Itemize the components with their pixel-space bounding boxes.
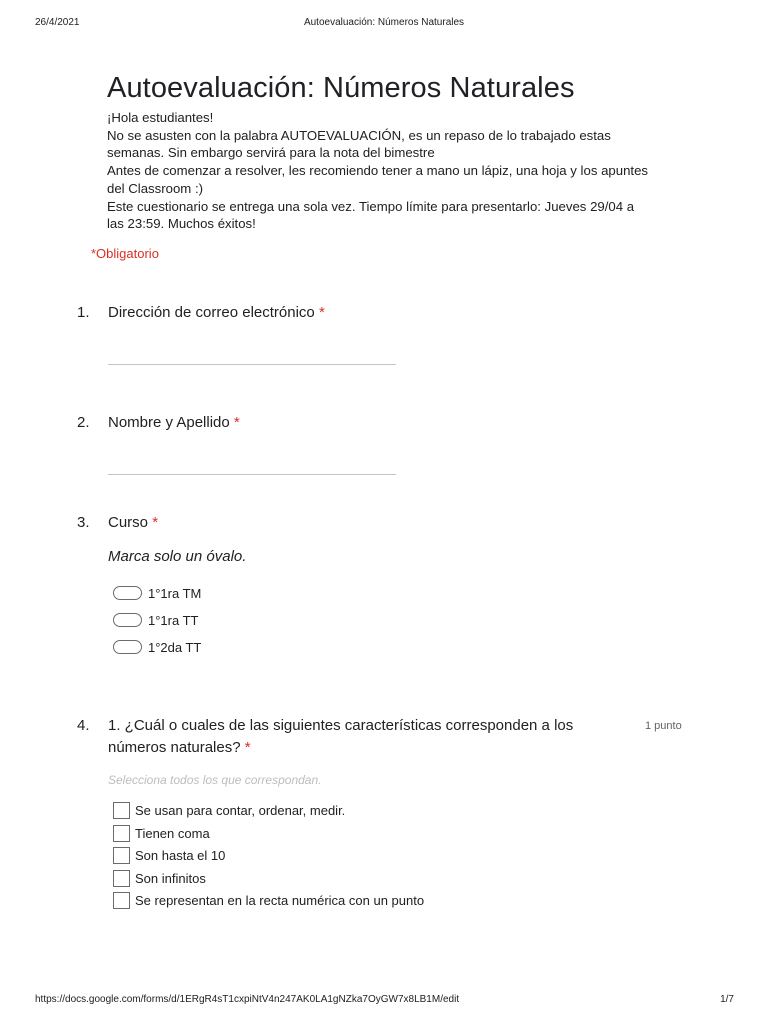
question-characteristics-title bbox=[108, 715, 573, 759]
question-name-title bbox=[108, 412, 240, 434]
question-number: 2. bbox=[77, 414, 90, 431]
checkbox[interactable] bbox=[113, 825, 130, 842]
required-asterisk: * bbox=[152, 514, 159, 531]
form-description bbox=[107, 109, 667, 233]
question-number: 1. bbox=[77, 304, 90, 321]
points-label: 1 punto bbox=[645, 720, 682, 732]
radio-option[interactable] bbox=[113, 584, 201, 602]
question-title-text: Curso bbox=[108, 514, 149, 531]
checkbox-label: Son hasta el 10 bbox=[135, 847, 226, 863]
multi-choice-hint: Selecciona todos los que correspondan. bbox=[108, 773, 322, 787]
description-line: No se asusten con la palabra AUTOEVALUACIÓN, es un repaso de lo trabajado estas bbox=[107, 127, 611, 143]
description-line: semanas. Sin embargo servirá para la nota del bimestre bbox=[107, 145, 435, 161]
print-date: 26/4/2021 bbox=[35, 17, 80, 28]
description-line: las 23:59. Muchos éxitos! bbox=[107, 216, 256, 232]
checkbox-label: Son infinitos bbox=[135, 870, 206, 886]
radio-option-label: 1°2da TT bbox=[148, 639, 202, 655]
description-line: Antes de comenzar a resolver, les recomiendo tener a mano un lápiz, una hoja y los apuntes bbox=[107, 163, 649, 179]
form-title: Autoevaluación: Números Naturales bbox=[107, 72, 575, 104]
radio-option-label: 1°1ra TM bbox=[148, 585, 202, 601]
single-choice-hint: Marca solo un óvalo. bbox=[108, 548, 247, 565]
required-asterisk: * bbox=[318, 304, 325, 321]
question-title-line2 bbox=[108, 737, 573, 759]
radio-option[interactable] bbox=[113, 611, 198, 629]
radio-option[interactable] bbox=[113, 638, 201, 656]
checkbox-option[interactable] bbox=[113, 801, 345, 819]
required-note: *Obligatorio bbox=[91, 246, 159, 261]
radio-oval[interactable] bbox=[113, 640, 142, 654]
radio-oval[interactable] bbox=[113, 613, 142, 627]
checkbox-label: Se representan en la recta numérica con un punto bbox=[135, 892, 425, 908]
checkbox-option[interactable] bbox=[113, 824, 210, 842]
name-field[interactable] bbox=[108, 474, 396, 475]
checkbox-option[interactable] bbox=[113, 869, 206, 887]
checkbox[interactable] bbox=[113, 892, 130, 909]
question-email-title bbox=[108, 302, 325, 324]
description-line: Este cuestionario se entrega una sola vez. Tiempo límite para presentarlo: Jueves 29/04 a bbox=[107, 198, 635, 214]
page-number: 1/7 bbox=[720, 994, 734, 1005]
radio-oval[interactable] bbox=[113, 586, 142, 600]
question-title-text: Dirección de correo electrónico bbox=[108, 304, 315, 321]
description-line: del Classroom :) bbox=[107, 180, 204, 196]
question-course-title bbox=[108, 512, 158, 534]
required-asterisk: * bbox=[244, 739, 251, 756]
checkbox-label: Se usan para contar, ordenar, medir. bbox=[135, 802, 346, 818]
question-title-text: números naturales? bbox=[108, 739, 241, 756]
checkbox[interactable] bbox=[113, 870, 130, 887]
question-number: 3. bbox=[77, 514, 90, 531]
radio-option-label: 1°1ra TT bbox=[148, 612, 199, 628]
checkbox-option[interactable] bbox=[113, 891, 424, 909]
question-title-text: 1. ¿Cuál o cuales de las siguientes características corresponden a los bbox=[108, 717, 574, 734]
description-line: ¡Hola estudiantes! bbox=[107, 110, 214, 125]
checkbox[interactable] bbox=[113, 802, 130, 819]
question-title-text: Nombre y Apellido bbox=[108, 414, 230, 431]
email-field[interactable] bbox=[108, 364, 396, 365]
print-url: https://docs.google.com/forms/d/1ERgR4sT1cxpiNtV4n247AK0LA1gNZka7OyGW7x8LB1M/edit bbox=[35, 994, 460, 1005]
checkbox-label: Tienen coma bbox=[135, 825, 210, 841]
print-title: Autoevaluación: Números Naturales bbox=[303, 17, 465, 28]
checkbox-option[interactable] bbox=[113, 846, 225, 864]
question-number: 4. bbox=[77, 717, 90, 734]
required-asterisk: * bbox=[233, 414, 240, 431]
checkbox[interactable] bbox=[113, 847, 130, 864]
